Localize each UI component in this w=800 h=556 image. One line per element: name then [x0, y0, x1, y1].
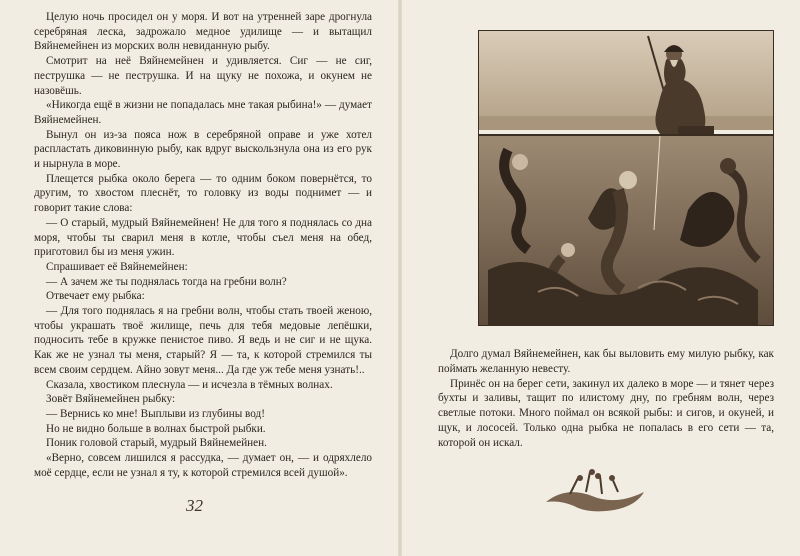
- right-page-text: [438, 347, 774, 451]
- paragraph: Долго думал Вяйнемейнен, как бы выловить ему милую рыбку, как поймать желанную невесту.: [438, 348, 774, 375]
- paragraph: — А зачем же ты поднялась тогда на гребни волн?: [46, 275, 287, 288]
- book-gutter: [398, 0, 402, 556]
- paragraph: Поник головой старый, мудрый Вяйнемейнен.: [46, 437, 267, 450]
- paragraph: «Никогда ещё в жизни не попадалась мне такая рыбина!» — думает Вяйнемейнен.: [34, 99, 372, 126]
- paragraph: Смотрит на неё Вяйнемейнен и удивляется. Сиг — не сиг, пеструшка — не пеструшка. И на щуку не похожа, и окунем не назовёшь.: [34, 55, 372, 97]
- decorative-vignette: [540, 466, 650, 516]
- paragraph: Отвечает ему рыбка:: [46, 290, 145, 303]
- paragraph: — О старый, мудрый Вяйнемейнен! Не для того я поднялась со дна моря, чтобы ты сварил меня в котле, чтобы съел меня на обед, приготовил бы из меня ужин.: [34, 216, 372, 259]
- illustration-drawing: [478, 30, 774, 326]
- engraving-illustration: [478, 30, 774, 326]
- left-page-text: [34, 10, 372, 481]
- paragraph: Спрашивает её Вяйнемейнен:: [46, 260, 188, 273]
- paragraph: Зовёт Вяйнемейнен рыбку:: [46, 393, 176, 406]
- ornament-icon: [540, 466, 650, 516]
- paragraph: — Для того поднялась я на гребни волн, чтобы стать твоей женою, чтобы украшать твоё жилище, печь для тебя медовые лепёшки, подносить тебе в кружке пенистое пиво. Я ведь и не сиг и не щука. Как же не узнал ты меня, старый? Я — та, к которой стремился ты всем своим сердцем. Айно зовут меня... Да где уж тебе меня узнать!..: [34, 305, 372, 376]
- page-number: 32: [186, 496, 203, 515]
- paragraph: Вынул он из-за пояса нож в серебряной оправе и уже хотел распластать диковинную рыбу, как вдруг выскользнула она из его рук и нырнула в море.: [34, 128, 372, 171]
- paragraph: Принёс он на берег сети, закинул их далеко в море — и тянет через бухты и заливы, тащит по илистому дну, по гребням волн, через светлые потоки. Много поймал он всякой рыбы: и сигов, и окуней, и щук, и лососей. Только одна рыбка не попалась в его сети — та, которой он искал.: [438, 377, 774, 449]
- paragraph: Но не видно больше в волнах быстрой рыбки.: [46, 422, 266, 435]
- paragraph: Плещется рыбка около берега — то одним боком повернётся, то другим, то хвостом плеснёт, то головку из воды поднимет — и говорит такие слова:: [34, 172, 372, 215]
- paragraph: — Вернись ко мне! Выплыви из глубины вод!: [46, 407, 265, 420]
- paragraph: Целую ночь просидел он у моря. И вот на утренней заре дрогнула серебряная леска, задрожало медное удилище — и вытащил Вяйнемейнен из морских волн невиданную рыбу.: [34, 11, 372, 53]
- paragraph: Сказала, хвостиком плеснула — и исчезла в тёмных волнах.: [46, 378, 333, 391]
- paragraph: «Верно, совсем лишился я рассудка, — думает он, — и одряхлело моё сердце, если не узнал я ту, к которой стремился всей душой».: [34, 452, 372, 479]
